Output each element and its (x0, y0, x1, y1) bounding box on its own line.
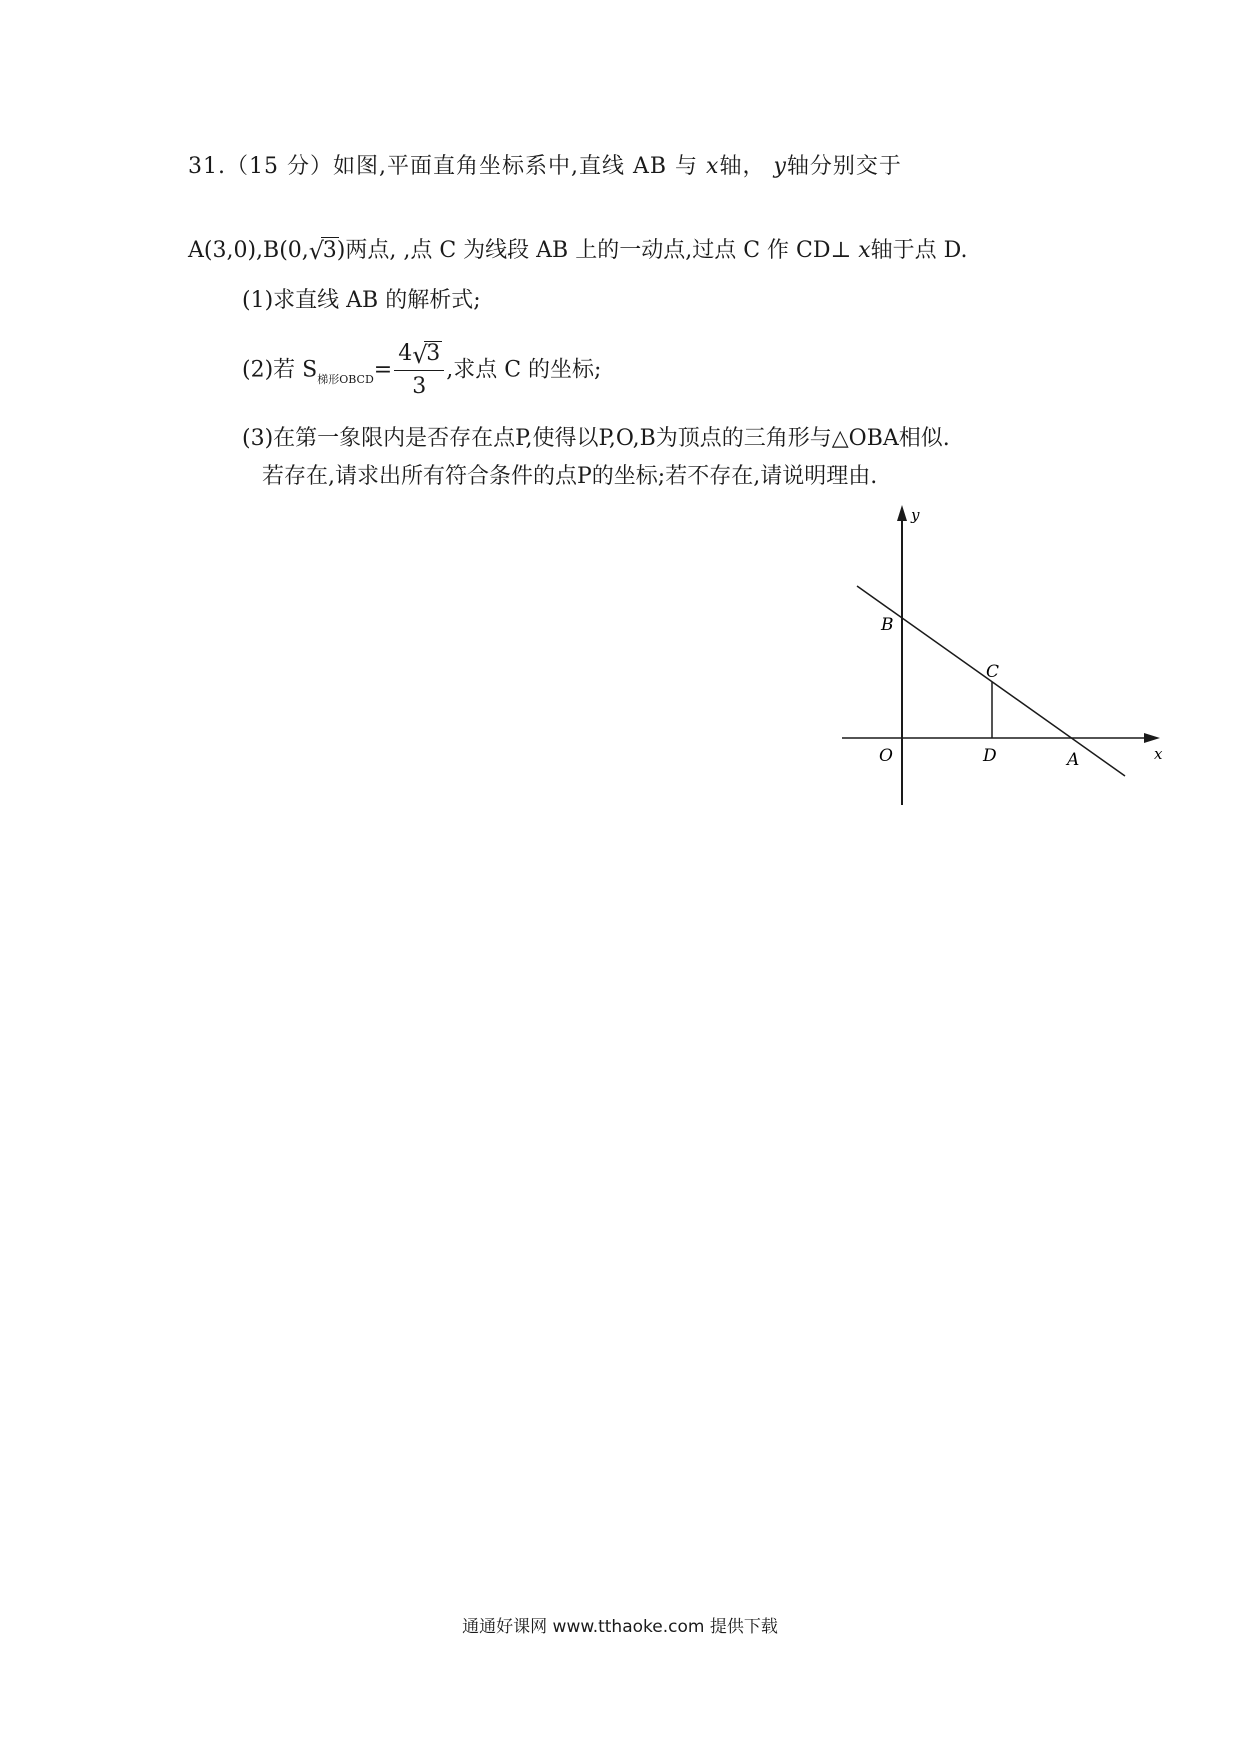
q2-fraction (394, 340, 444, 401)
q2-subscript: 梯形OBCD (317, 372, 374, 386)
fraction-denominator: 3 (412, 374, 427, 399)
points-text-3: 轴于点 D. (870, 238, 968, 263)
footer-text: 通通好课网 www.tthaoke.com 提供下载 (462, 1617, 778, 1637)
var-x: x (706, 154, 720, 179)
sqrt-argument: 3 (322, 238, 337, 263)
label-x: x (1154, 745, 1163, 763)
question-3-line-2: 若存在,请求出所有符合条件的点P的坐标;若不存在,请说明理由. (262, 464, 878, 489)
q2-equals: = (373, 357, 393, 383)
sqrt-sign-icon-2: √ (412, 341, 428, 369)
axis-text-2: 轴分别交于 (786, 154, 902, 179)
label-y: y (911, 506, 920, 524)
label-o: O (879, 746, 893, 766)
sqrt-expression (309, 236, 337, 266)
numerator-coef: 4 (398, 341, 413, 366)
numerator-sqrt-arg: 3 (426, 341, 441, 366)
question-2 (242, 340, 601, 403)
q2-suffix: ,求点 C 的坐标; (446, 357, 602, 383)
label-d: D (983, 746, 997, 766)
points-text-2: )两点, ,点 C 为线段 AB 上的一动点,过点 C 作 CD⊥ (336, 238, 852, 263)
fraction-numerator (394, 340, 444, 371)
label-c: C (986, 662, 1000, 682)
var-y: y (773, 154, 787, 179)
problem-line-1 (188, 152, 902, 182)
axis-text: 轴， (719, 154, 766, 179)
label-b: B (881, 615, 894, 635)
label-a: A (1067, 750, 1080, 770)
question-1: (1)求直线 AB 的解析式; (242, 288, 481, 313)
x-axis-arrow-icon (1144, 733, 1160, 743)
numerator-sqrt (412, 340, 440, 368)
points-text: A(3,0),B(0, (188, 238, 309, 263)
question-3-line-1: (3)在第一象限内是否存在点P,使得以P,O,B为顶点的三角形与△OBA相似. (242, 426, 950, 451)
var-x-2: x (858, 238, 871, 263)
y-axis-arrow-icon (897, 505, 907, 521)
sqrt-sign-icon: √ (308, 237, 325, 265)
problem-line-2 (188, 236, 967, 266)
problem-number-text: 31.（15 分）如图,平面直角坐标系中,直线 AB 与 (188, 154, 699, 179)
q2-prefix: (2)若 S (242, 357, 318, 383)
coordinate-figure (830, 505, 1170, 805)
